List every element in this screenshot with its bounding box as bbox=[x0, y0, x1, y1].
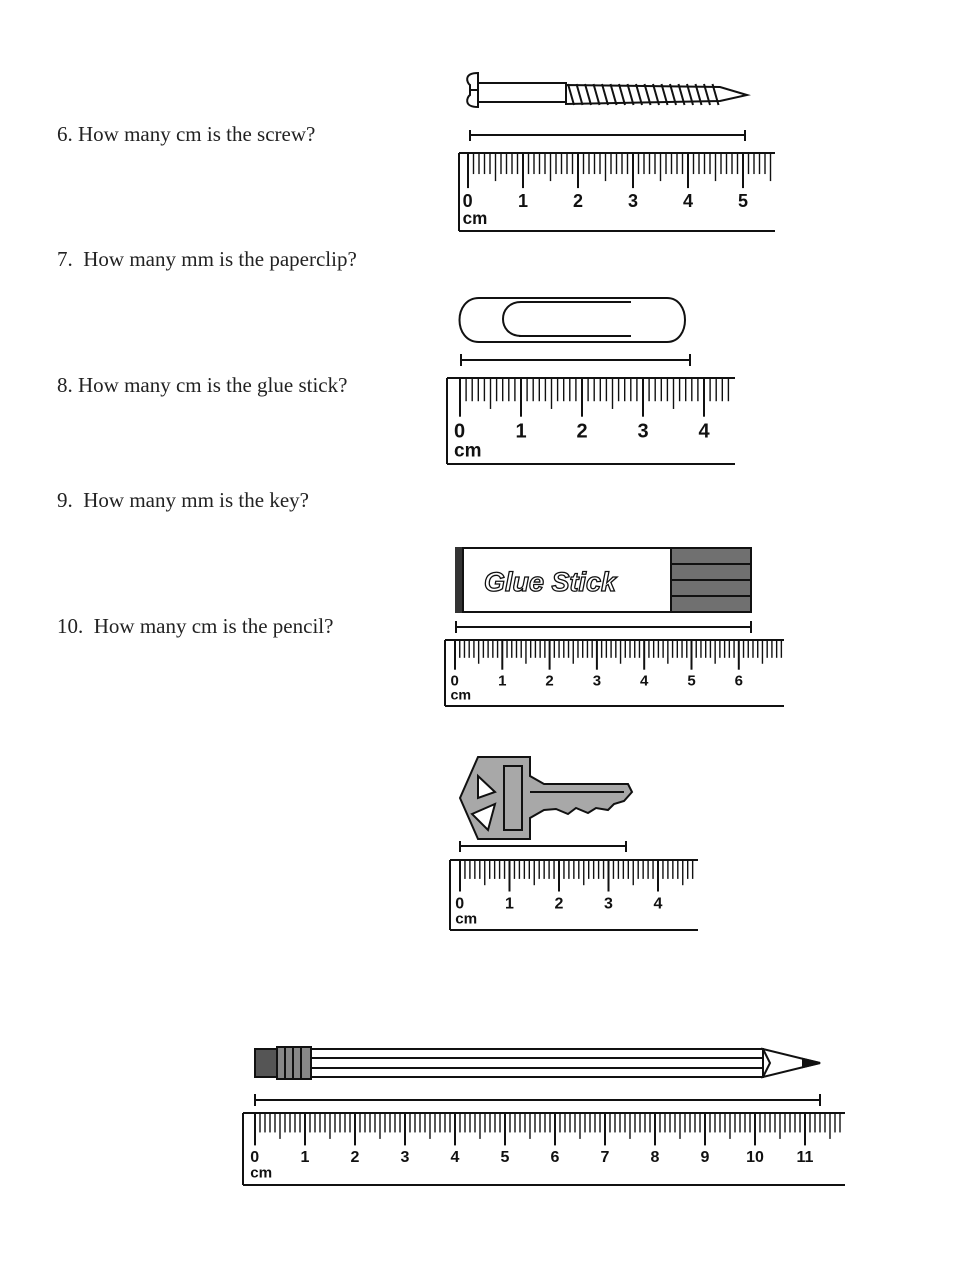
question-6: 6. How many cm is the screw? bbox=[57, 122, 316, 146]
ruler-number: 3 bbox=[592, 672, 602, 690]
ruler-number: 3 bbox=[400, 1149, 410, 1167]
question-8: 8. How many cm is the glue stick? bbox=[57, 373, 348, 397]
ruler-ticks bbox=[468, 153, 771, 188]
ruler-number: 1 bbox=[517, 191, 529, 211]
ruler-number: 11 bbox=[796, 1149, 814, 1167]
ruler-number: 9 bbox=[700, 1149, 710, 1167]
ruler-number: 5 bbox=[737, 191, 749, 211]
ruler-unit-label: cm bbox=[455, 910, 478, 928]
ruler-number: 5 bbox=[500, 1149, 510, 1167]
ruler-ticks bbox=[455, 640, 781, 670]
ruler-unit-label: cm bbox=[462, 209, 488, 229]
ruler-number: 3 bbox=[604, 895, 613, 913]
ruler-number: 5 bbox=[687, 672, 696, 690]
ruler-number: 10 bbox=[746, 1149, 764, 1167]
ruler-number: 1 bbox=[498, 672, 507, 690]
ruler-number: 2 bbox=[576, 420, 588, 443]
ruler-number: 2 bbox=[554, 895, 564, 913]
question-7: 7. How many mm is the paperclip? bbox=[57, 247, 357, 271]
ruler-number: 0 bbox=[450, 672, 459, 690]
glue-stick-icon bbox=[455, 547, 751, 613]
ruler-number: 2 bbox=[572, 191, 584, 211]
ruler-number: 6 bbox=[734, 672, 743, 690]
screw-icon bbox=[467, 73, 747, 107]
ruler-ticks bbox=[255, 1113, 840, 1145]
ruler-unit-label: cm bbox=[454, 440, 482, 462]
ruler-number: 0 bbox=[462, 191, 473, 211]
ruler-number: 8 bbox=[650, 1149, 660, 1167]
ruler-number: 4 bbox=[450, 1149, 460, 1167]
screw-figure bbox=[455, 65, 785, 235]
ruler-number: 0 bbox=[250, 1149, 260, 1167]
ruler-number: 3 bbox=[627, 191, 639, 211]
pencil-icon bbox=[255, 1047, 820, 1079]
ruler-number: 4 bbox=[698, 420, 710, 443]
key-figure bbox=[448, 752, 708, 937]
ruler-number: 4 bbox=[682, 191, 694, 211]
ruler-number: 4 bbox=[653, 895, 663, 913]
ruler-number: 6 bbox=[550, 1149, 560, 1167]
ruler-number: 2 bbox=[350, 1149, 360, 1167]
glue-stick-label: Glue Stick bbox=[484, 567, 617, 597]
ruler-number: 1 bbox=[505, 895, 514, 913]
ruler-ticks bbox=[460, 378, 728, 417]
pencil-figure bbox=[240, 1043, 850, 1193]
ruler-number: 7 bbox=[600, 1149, 610, 1167]
ruler-number: 2 bbox=[545, 672, 554, 690]
ruler-unit-label: cm bbox=[450, 687, 472, 704]
ruler-ticks bbox=[460, 860, 693, 892]
ruler-unit-label: cm bbox=[250, 1164, 273, 1182]
question-9: 9. How many mm is the key? bbox=[57, 488, 309, 512]
glue-stick-figure bbox=[444, 545, 784, 710]
ruler-number: 3 bbox=[637, 420, 649, 443]
ruler-number: 0 bbox=[455, 895, 465, 913]
paperclip-icon bbox=[460, 298, 686, 342]
ruler-number: 1 bbox=[515, 420, 527, 443]
ruler-number: 1 bbox=[300, 1149, 310, 1167]
key-icon bbox=[460, 757, 632, 839]
ruler-number: 0 bbox=[454, 420, 466, 443]
question-10: 10. How many cm is the pencil? bbox=[57, 614, 334, 638]
paperclip-figure bbox=[445, 290, 745, 470]
ruler-number: 4 bbox=[640, 672, 649, 690]
